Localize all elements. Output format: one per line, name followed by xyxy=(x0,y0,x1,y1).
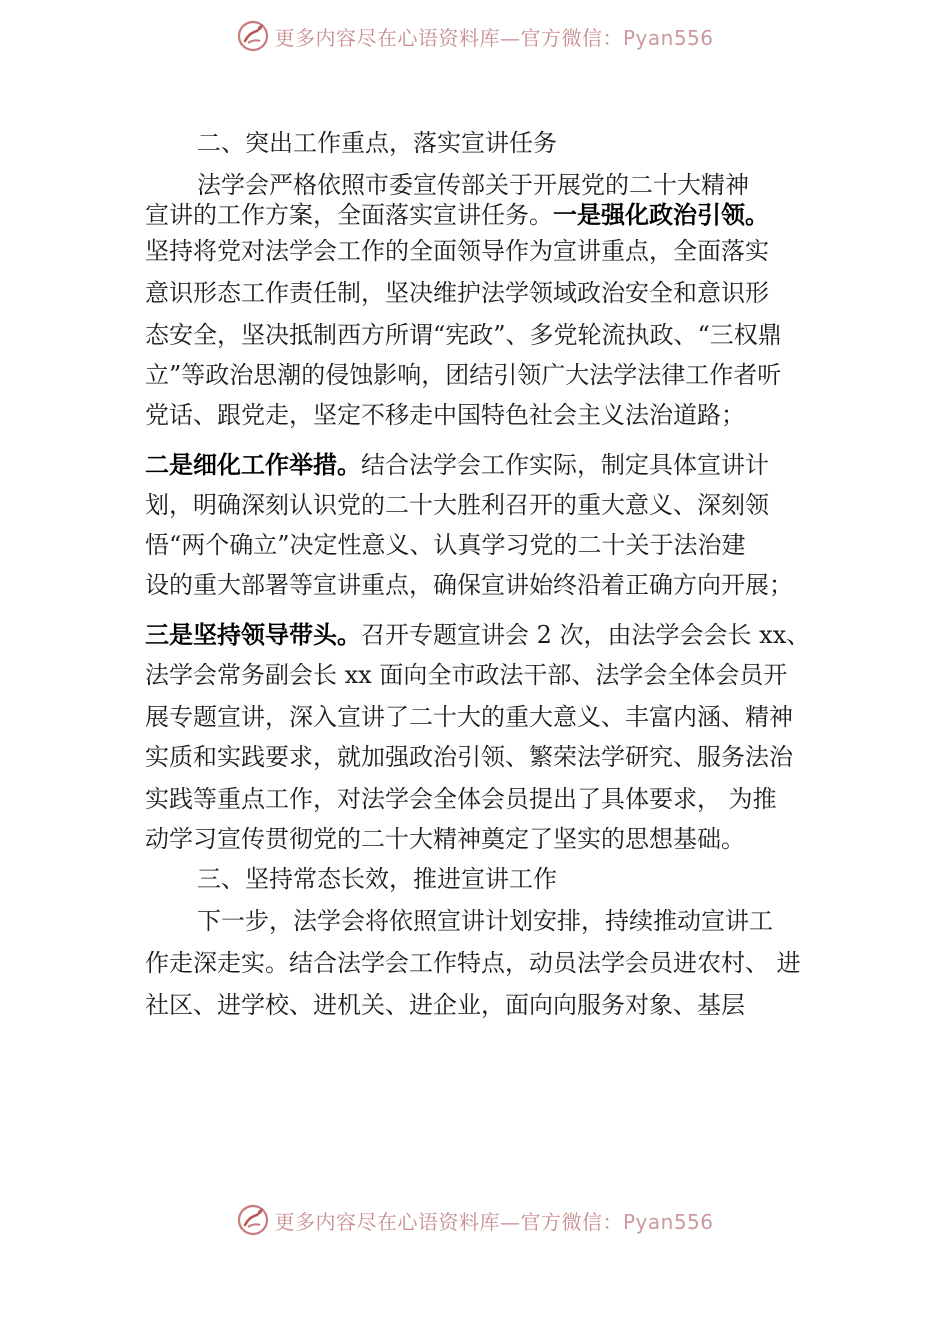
text-run: 意识形态工作责任制，坚决维护法学领域政治安全和意识形 xyxy=(145,279,769,307)
wechat-id: Pyan556 xyxy=(622,1209,714,1234)
text-line xyxy=(145,824,745,854)
text-run: 结合法学会工作实际，制定具体宣讲计 xyxy=(361,451,769,479)
text-line xyxy=(145,702,793,732)
text-line xyxy=(145,360,781,390)
bold-heading: 三是坚持领导带头。 xyxy=(145,621,361,649)
text-run: 三、坚持常态长效，推进宣讲工作 xyxy=(197,865,557,893)
text-line xyxy=(145,660,787,690)
text-run: 坚持将党对法学会工作的全面领导作为宣讲重点，全面落实 xyxy=(145,237,769,265)
text-line xyxy=(145,784,777,814)
text-line xyxy=(145,200,769,230)
text-run: 动学习宣传贯彻党的二十大精神奠定了坚实的思想基础。 xyxy=(145,825,745,853)
text-run: 二、突出工作重点，落实宣讲任务 xyxy=(197,129,557,157)
text-line xyxy=(145,948,801,978)
watermark-banner-top xyxy=(0,16,950,56)
book-pen-logo-icon xyxy=(236,19,270,53)
text-run: 展专题宣讲，深入宣讲了二十大的重大意义、丰富内涵、精神 xyxy=(145,703,793,731)
text-run: 实践等重点工作，对法学会全体会员提出了具体要求， 为推 xyxy=(145,785,777,813)
text-line xyxy=(197,170,749,200)
bold-heading: 一是强化政治引领。 xyxy=(553,201,769,229)
watermark-banner-bottom xyxy=(0,1200,950,1240)
text-run: 悟“两个确立”决定性意义、认真学习党的二十关于法治建 xyxy=(145,531,746,559)
watermark-text: 更多内容尽在心语资料库—官方微信：Pyan556 xyxy=(274,1209,714,1234)
text-run: 社区、进学校、进机关、进企业，面向向服务对象、基层 xyxy=(145,991,745,1019)
bold-heading: 二是细化工作举措。 xyxy=(145,451,361,479)
watermark-text: 更多内容尽在心语资料库—官方微信：Pyan556 xyxy=(274,25,714,50)
text-line xyxy=(197,906,773,936)
text-line xyxy=(145,400,745,430)
text-line xyxy=(145,620,810,650)
text-line xyxy=(145,278,769,308)
text-line xyxy=(145,450,769,480)
text-run: 态安全，坚决抵制西方所谓“宪政”、多党轮流执政、“三权鼎 xyxy=(145,321,782,349)
text-line xyxy=(145,320,782,350)
book-pen-logo-icon xyxy=(236,1203,270,1237)
wechat-id: Pyan556 xyxy=(622,25,714,50)
text-line xyxy=(197,128,557,158)
text-line xyxy=(145,530,746,560)
text-run: 法学会严格依照市委宣传部关于开展党的二十大精神 xyxy=(197,171,749,199)
text-line xyxy=(197,864,557,894)
text-run: 实质和实践要求，就加强政治引领、繁荣法学研究、服务法治 xyxy=(145,743,793,771)
text-line xyxy=(145,236,769,266)
text-run: 宣讲的工作方案，全面落实宣讲任务。 xyxy=(145,201,553,229)
text-run: 设的重大部署等宣讲重点，确保宣讲始终沿着正确方向开展； xyxy=(145,571,793,599)
text-run: 立”等政治思潮的侵蚀影响，团结引领广大法学法律工作者听 xyxy=(145,361,782,389)
text-line xyxy=(145,742,793,772)
text-run: 作走深走实。结合法学会工作特点，动员法学会员进农村、 进 xyxy=(145,949,801,977)
text-run: 召开专题宣讲会 2 次，由法学会会长 xx、 xyxy=(361,621,811,649)
text-line xyxy=(145,990,745,1020)
text-line xyxy=(145,490,769,520)
text-run: 法学会常务副会长 xx 面向全市政法干部、法学会全体会员开 xyxy=(145,661,788,689)
text-run: 划，明确深刻认识党的二十大胜利召开的重大意义、深刻领 xyxy=(145,491,769,519)
text-run: 党话、跟党走，坚定不移走中国特色社会主义法治道路； xyxy=(145,401,745,429)
text-line xyxy=(145,570,793,600)
text-run: 下一步，法学会将依照宣讲计划安排，持续推动宣讲工 xyxy=(197,907,773,935)
